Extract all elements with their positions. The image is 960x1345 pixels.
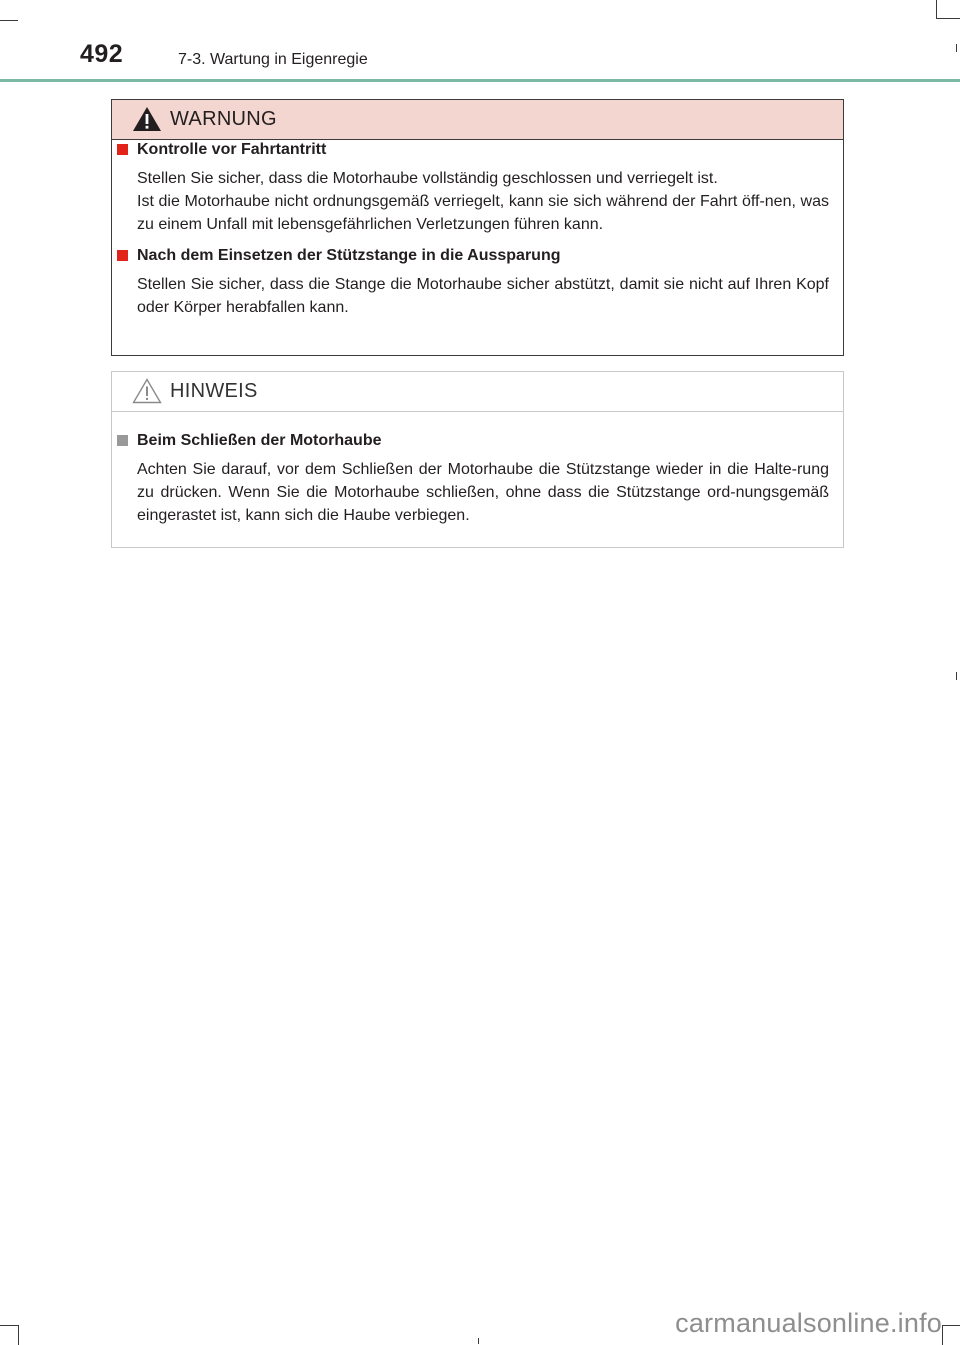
paragraph: Stellen Sie sicher, dass die Motorhaube vollständig geschlossen und verriegelt ist. (137, 170, 718, 187)
note-box (111, 371, 844, 548)
crop-mark (0, 1325, 18, 1326)
paragraph: Ist die Motorhaube nicht ordnungsgemäß verriegelt, kann sie sich während der Fahrt öff-nen, was zu einem Unfall mit lebensgefährlichen Verletzungen führen kann. (137, 193, 829, 233)
warning-item (112, 140, 843, 236)
warning-item-title (137, 246, 829, 266)
warning-item-title-text: Kontrolle vor Fahrtantritt (137, 141, 327, 158)
note-item (112, 431, 843, 527)
warning-item-body (137, 273, 829, 319)
note-item-title (137, 431, 829, 451)
crop-mark (956, 672, 957, 680)
watermark: carmanualsonline.info (675, 1308, 942, 1338)
header-rule (0, 79, 960, 82)
warning-item-body (137, 167, 829, 236)
square-bullet-icon (117, 250, 128, 261)
crop-mark (18, 1325, 19, 1345)
warning-item-title-text: Nach dem Einsetzen der Stützstange in die Aussparung (137, 247, 561, 264)
warning-label: WARNUNG (170, 108, 277, 130)
note-label: HINWEIS (170, 380, 258, 402)
square-bullet-icon (117, 144, 128, 155)
warning-item (112, 246, 843, 319)
paragraph: Achten Sie darauf, vor dem Schließen der Motorhaube die Stützstange wieder in die Halte-rung zu drücken. Wenn Sie die Motorhaube schließen, ohne dass die Stützstange ord-nungsgemäß eingerastet ist, kann sich die Haube verbiegen. (137, 461, 829, 524)
crop-mark (478, 1338, 479, 1344)
square-bullet-icon (117, 435, 128, 446)
paragraph: Stellen Sie sicher, dass die Stange die Motorhaube sicher abstützt, damit sie nicht auf Ihren Kopf oder Körper herabfallen kann. (137, 276, 829, 316)
note-item-title-text: Beim Schließen der Motorhaube (137, 432, 382, 449)
warning-box (111, 99, 844, 356)
page-header (0, 0, 960, 82)
warning-header (112, 100, 843, 140)
warning-triangle-icon (132, 106, 162, 132)
section-title: 7-3. Wartung in Eigenregie (178, 51, 368, 68)
crop-mark (942, 1325, 943, 1345)
crop-mark (942, 1325, 960, 1326)
note-header (112, 372, 843, 412)
note-item-body (137, 458, 829, 527)
caution-triangle-outline-icon (132, 378, 162, 404)
page-number: 492 (80, 40, 124, 68)
warning-item-title (137, 140, 829, 160)
